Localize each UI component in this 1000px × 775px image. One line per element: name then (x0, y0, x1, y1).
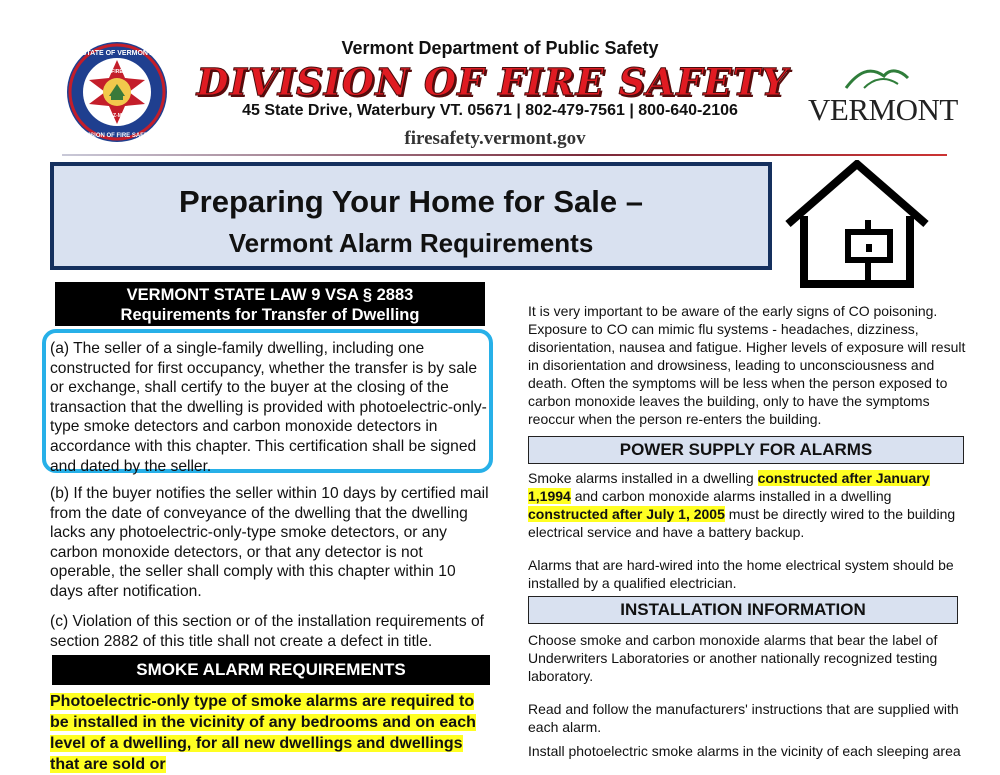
law-paragraph-b: (b) If the buyer notifies the seller within 10 days by certified mail from the date of conveyance of the dwelling that the dwelling lacks any photoelectric-only-type smoke detectors, or any carbon monoxide detectors, or that any detector is not operable, the seller shall comply with this chapter within 10 days after notification. (50, 485, 489, 600)
power-supply-header: POWER SUPPLY FOR ALARMS (528, 436, 964, 464)
vermont-logo-word: VERMONT (808, 92, 958, 127)
header-divider (62, 154, 947, 156)
choose-alarms-text: Choose smoke and carbon monoxide alarms that bear the label of Underwriters Laboratories or another nationally recognized testing laboratory. (528, 632, 938, 684)
division-website: firesafety.vermont.gov (404, 128, 586, 149)
department-name: Vermont Department of Public Safety (341, 38, 659, 58)
co-poisoning-text: It is very important to be aware of the early signs of CO poisoning. Exposure to CO can mimic flu systems - headaches, dizziness, disorientation, nausea and fatigue. Higher levels of exposure will result in disorientation and drowsiness, leading to unconsciousness and death. Often the symptoms will be less when the person exposed to carbon monoxide leaves the building, only to have the symptoms reoccur when the person re-enters the building. (528, 303, 966, 427)
law-paragraph-c: (c) Violation of this section or of the installation requirements of section 2882 of this title shall not create a defect in title. (50, 613, 484, 650)
install-location-text: Install photoelectric smoke alarms in the vicinity of each sleeping area (528, 743, 961, 759)
installation-header: INSTALLATION INFORMATION (528, 596, 958, 624)
law-paragraph-a: (a) The seller of a single-family dwelling, including one constructed for first occupancy, whether the transfer is by sale or exchange, shall certify to the buyer at the closing of the transaction that the dwelling is provided with photoelectric-only-type smoke detectors and carbon monoxide detectors in accordance with this chapter. This certification shall be signed and dated by the seller. (50, 340, 487, 475)
division-address: 45 State Drive, Waterbury VT. 05671 | 802-479-7561 | 800-640-2106 (242, 102, 738, 119)
law-header-line1: VERMONT STATE LAW 9 VSA § 2883 (126, 286, 414, 304)
highlight-date-1994: constructed after January 1,1994 (528, 470, 930, 504)
smoke-alarm-text: Photoelectric-only type of smoke alarms are required to be installed in the vicinity of any bedrooms and on each level of a dwelling, for all new dwellings and dwellings that are sold or (50, 693, 476, 773)
law-header-line2: Requirements for Transfer of Dwelling (120, 306, 420, 324)
hardwired-text: Alarms that are hard-wired into the home electrical system should be installed by a qualified electrician. (528, 557, 954, 591)
fire-safety-seal (65, 40, 169, 144)
seal-inner-bottom: HAZ-MAT (105, 113, 129, 119)
house-for-sale-icon (784, 160, 930, 290)
power-supply-text: Smoke alarms installed in a dwelling constructed after January 1,1994 and carbon monoxide alarms installed in a dwelling constructed after July 1, 2005 must be directly wired to the building electrical service and have a battery backup. (528, 470, 956, 540)
title-box (50, 162, 772, 270)
read-instructions-text: Read and follow the manufacturers' instructions that are supplied with each alarm. (528, 701, 959, 735)
seal-bottom-text: DIVISION OF FIRE SAFETY (78, 133, 156, 139)
page-title: Preparing Your Home for Sale – (179, 184, 643, 219)
smoke-alarm-header: SMOKE ALARM REQUIREMENTS (52, 655, 490, 685)
seal-inner-top: FIRE (111, 69, 123, 75)
page-subtitle: Vermont Alarm Requirements (228, 228, 594, 258)
division-title: DIVISION OF FIRE SAFETY (196, 60, 789, 104)
highlight-date-2005: constructed after July 1, 2005 (528, 506, 725, 522)
seal-top-text: STATE OF VERMONT (81, 50, 153, 57)
law-header (55, 282, 485, 326)
